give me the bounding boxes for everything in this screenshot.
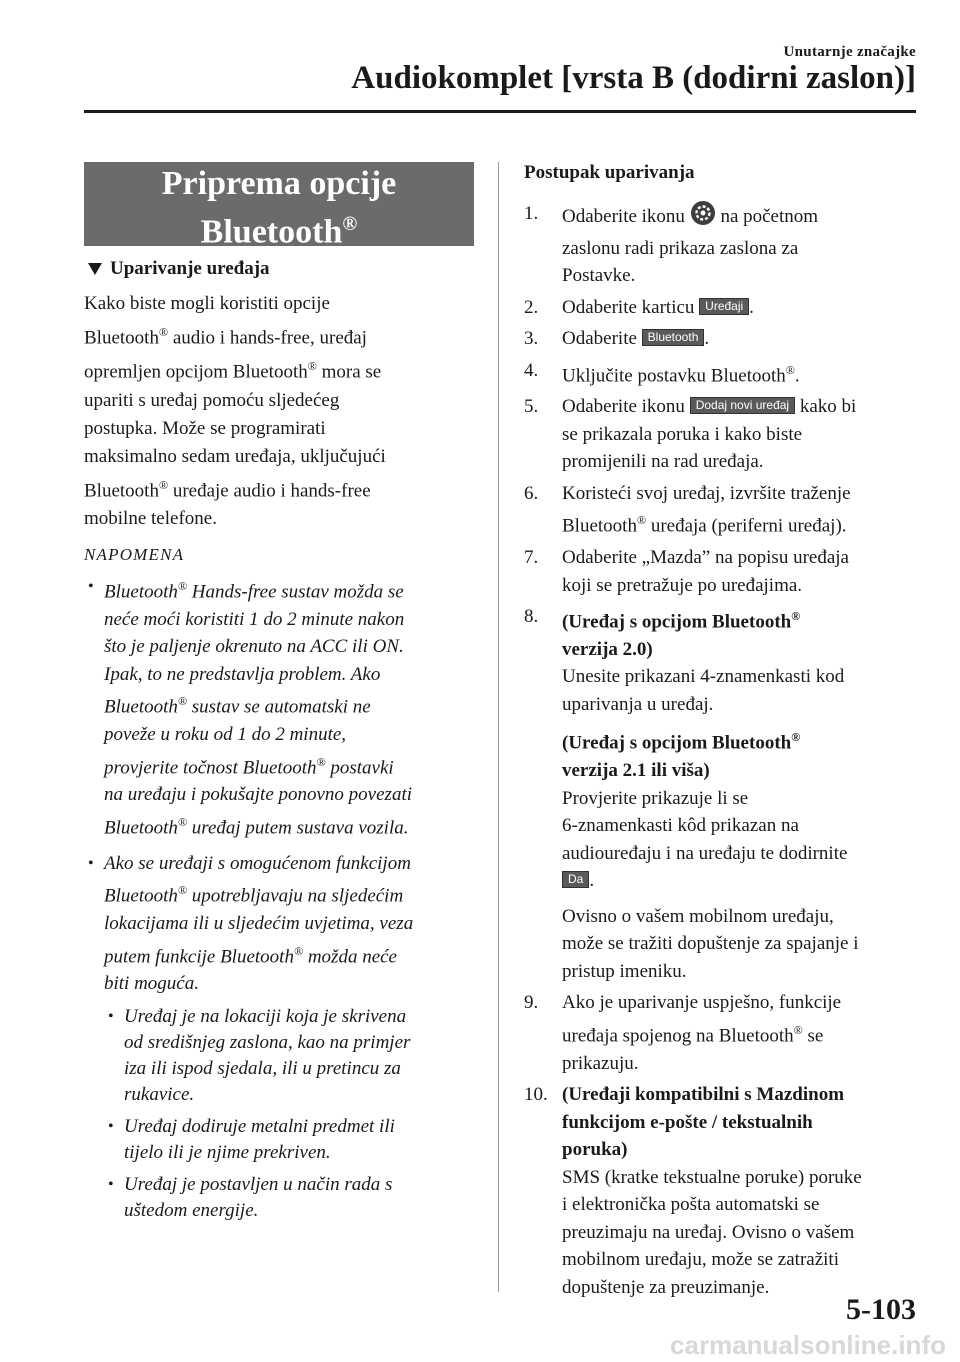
bullet-icon: • [108,1007,114,1025]
column-divider [498,162,499,1292]
note-heading: NAPOMENA [84,544,185,564]
page-number: 5-103 [846,1293,916,1326]
page-title: Audiokomplet [vrsta B (dodirni zaslon)] [351,60,916,96]
chapter-label: Unutarnje značajke [783,44,916,60]
triangle-down-icon [88,263,102,275]
section-title-box [84,162,474,251]
intro-paragraph: Kako biste mogli koristiti opcije Bluetooth® audio i hands-free, uređaj opremljen opcijom Bluetooth® mora se upariti s uređaj pomoću sljedećeg postupka. Može se programirati maksimalno sedam uređaja, uključujući Bluetooth® uređaje audio i hands-free mobilne telefone. [84,293,386,529]
step-8: 8. (Uređaj s opcijom Bluetooth® verzija 2.0) Unesite prikazani 4-znamenkasti kod uparivanja u uređaj. (Uređaj s opcijom Bluetooth® verzija 2.1 ili viša) Provjerite prikazuje li se 6-znamenkasti kôd prikazan na audiouređaju i na uređaju te dodirnite Da . Ovisno o vašem mobilnom uređaju, može se tražiti dopuštenje za spajanje i pristup imeniku. [524,606,859,982]
step-5: 5. Odaberite ikonu Dodaj novi uređaj kako bi se prikazala poruka i kako biste promijenili na rad uređaja. [524,396,857,473]
step-6: 6. Koristeći svoj uređaj, izvršite traženje Bluetooth® uređaja (periferni uređaj). [524,482,851,537]
bullet-icon: • [108,1117,114,1135]
step-10: 10. (Uređaji kompatibilni s Mazdinom funkcijom e-pošte / tekstualnih poruka) SMS (kratke tekstualne poruke) poruke i elektronička pošta automatski se preuzimaju na uređaj. Ovisno o vašem mobilnom uređaju, može se zatražiti dopuštenje za preuzimanje. [524,1084,862,1298]
add-new-device-button: Dodaj novi uređaj [690,397,795,414]
step-1: 1. Odaberite ikonu na početnom zaslonu radi prikaza zaslona za Postavke. [524,200,924,290]
right-column [524,162,924,1301]
bullet-icon: • [88,577,94,595]
bullet-icon: • [88,854,94,872]
step-7: 7. Odaberite „Mazda” na popisu uređaja koji se pretražuje po uređajima. [524,547,849,596]
yes-button: Da [562,871,589,888]
watermark: carmanualsonline.info [670,1330,946,1360]
step-4: 4. Uključite postavku Bluetooth®. [524,359,800,386]
subheading: Uparivanje uređaja [84,258,474,280]
section-title-line-1: Priprema opcije [161,165,397,202]
bluetooth-button: Bluetooth [642,329,705,346]
note-item-2: • Ako se uređaji s omogućenom funkcijom Bluetooth® upotrebljavaju na sljedećim lokacijama ili u sljedećim uvjetima, veza putem funkcije Bluetooth® možda neće biti moguća. [84,850,474,998]
bullet-icon: • [108,1175,114,1193]
sub-item-3: • Uređaj je postavljen u način rada s uštedom energije. [108,1173,393,1221]
step-9: 9. Ako je uparivanje uspješno, funkcije uređaja spojenog na Bluetooth® se prikazuju. [524,992,842,1074]
step-3: 3. Odaberite Bluetooth . [524,328,710,349]
header-rule [84,110,916,113]
section-title-line-2: Bluetooth® [200,213,358,251]
step-2: 2. Odaberite karticu Uređaji . [524,296,754,318]
procedure-heading: Postupak uparivanja [524,162,695,183]
settings-gear-icon [690,200,716,235]
note-item-1: • Bluetooth® Hands-free sustav možda se neće moći koristiti 1 do 2 minute nakon što je paljenje okrenuto na ACC ili ON. Ipak, to ne predstavlja problem. Ako Bluetooth® sustav se automatski ne poveže u roku od 1 do 2 minute, provjerite točnost Bluetooth® postavki na uređaju i pokušajte ponovno povezati Bluetooth® uređaj putem sustava vozila. [84,573,474,842]
sub-item-1: • Uređaj je na lokaciji koja je skrivena od središnjeg zaslona, kao na primjer iza ili ispod sjedala, ili u pretincu za rukavice. [108,1005,411,1105]
devices-tab-button: Uređaji [699,298,749,315]
sub-item-2: • Uređaj dodiruje metalni predmet ili tijelo ili je njime prekriven. [108,1115,395,1163]
left-column [84,162,474,1224]
